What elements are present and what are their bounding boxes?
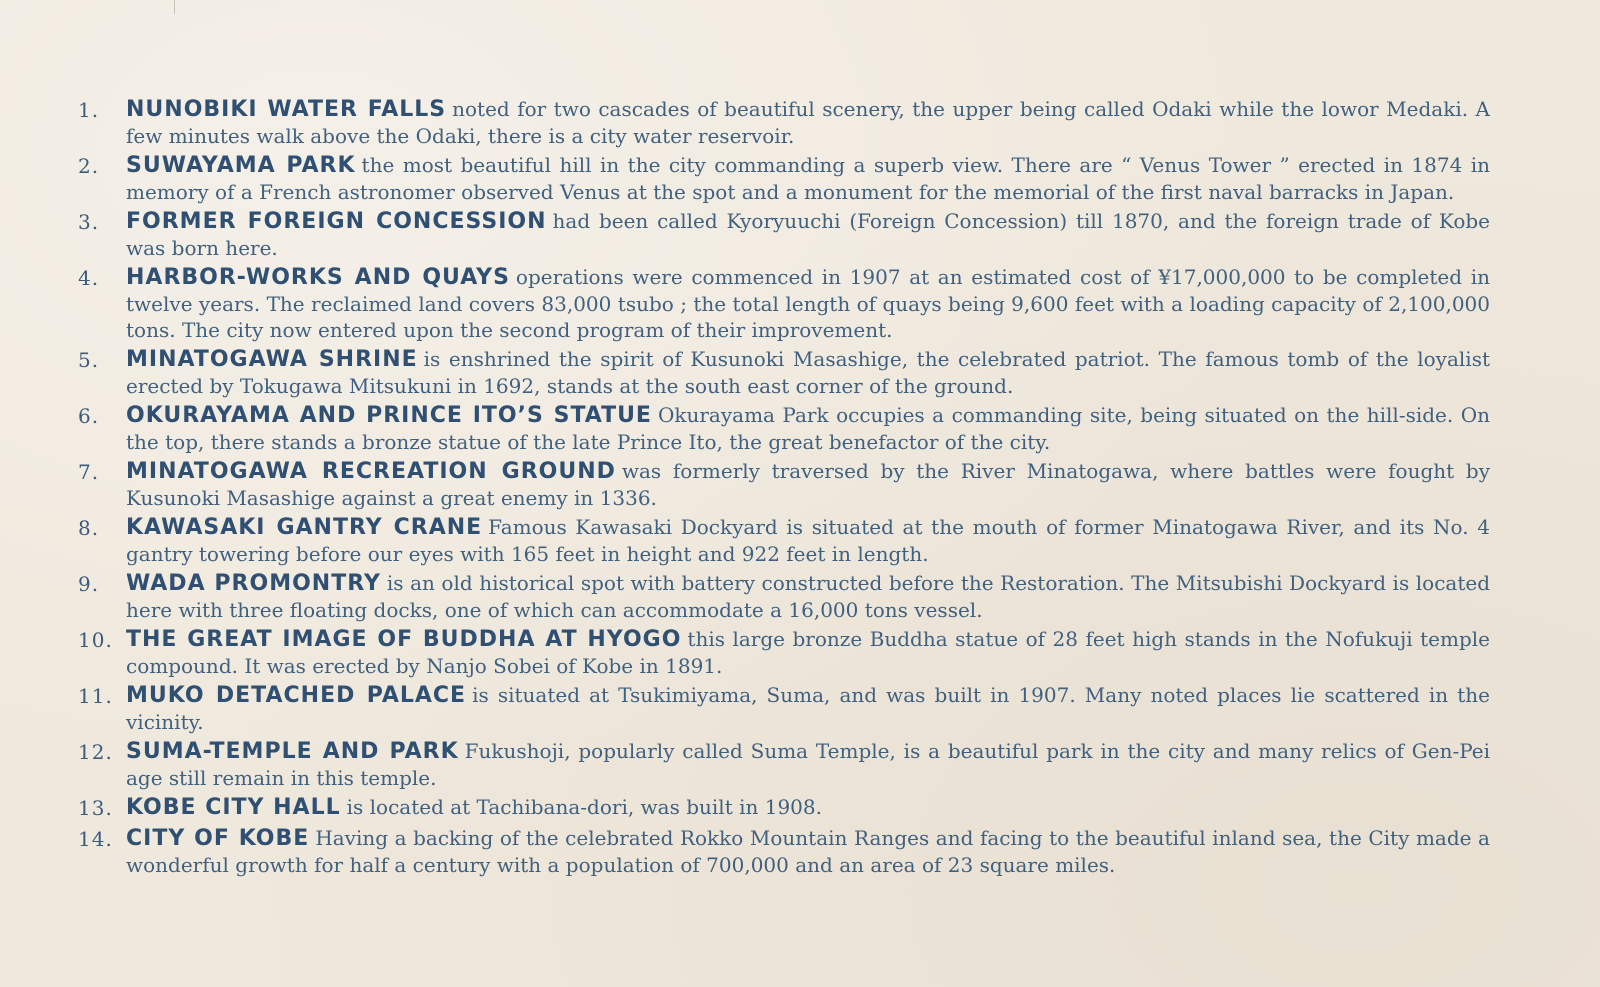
item-heading: HARBOR-WORKS AND QUAYS	[126, 265, 510, 290]
item-heading: CITY OF KOBE	[126, 826, 310, 851]
list-item	[78, 458, 1490, 511]
item-text: Okurayama Park occupies a commanding site, being situated on the hill-side. On the top, there stands a bronze statue of the late Prince Ito, the great benefactor of the city.	[126, 403, 1490, 454]
item-body	[126, 402, 1490, 455]
item-body	[126, 570, 1490, 623]
item-text: Famous Kawasaki Dockyard is situated at the mouth of former Minatogawa River, and its No. 4 gantry towering before our eyes with 165 feet in height and 922 feet in length.	[126, 515, 1490, 566]
list-item	[78, 794, 1490, 822]
item-number: 2.	[78, 154, 100, 178]
item-number: 10.	[78, 628, 113, 652]
list-item	[78, 682, 1490, 735]
item-number: 4.	[78, 266, 100, 290]
item-number: 7.	[78, 460, 100, 484]
item-body	[126, 96, 1490, 149]
item-heading: MUKO DETACHED PALACE	[126, 683, 467, 708]
item-text: noted for two cascades of beautiful scenery, the upper being called Odaki while the lowor Medaki. A few minutes walk above the Odaki, there is a city water reservoir.	[126, 97, 1490, 148]
item-heading: MINATOGAWA SHRINE	[126, 347, 418, 372]
item-text: was formerly traversed by the River Minatogawa, where battles were fought by Kusunoki Masashige against a great enemy in 1336.	[126, 459, 1490, 510]
item-text: Fukushoji, popularly called Suma Temple, is a beautiful park in the city and many relics of Gen-Pei age still remain in this temple.	[126, 739, 1490, 790]
corner-fold-mark	[150, 0, 175, 14]
list-item	[78, 152, 1490, 205]
item-number: 12.	[78, 740, 113, 764]
list-item	[78, 570, 1490, 623]
item-body	[126, 208, 1490, 261]
item-heading: KOBE CITY HALL	[126, 795, 341, 820]
item-body	[126, 626, 1490, 679]
item-heading: FORMER FOREIGN CONCESSION	[126, 209, 547, 234]
item-number: 3.	[78, 210, 100, 234]
list-item	[78, 208, 1490, 261]
item-text: this large bronze Buddha statue of 28 feet high stands in the Nofukuji temple compound. It was erected by Nanjo Sobei of Kobe in 1891.	[126, 627, 1490, 678]
item-body	[126, 738, 1490, 791]
item-body	[126, 682, 1490, 735]
item-heading: NUNOBIKI WATER FALLS	[126, 97, 447, 122]
list-item	[78, 514, 1490, 567]
item-heading: SUWAYAMA PARK	[126, 153, 356, 178]
list-item	[78, 264, 1490, 343]
item-text: Having a backing of the celebrated Rokko Mountain Ranges and facing to the beautiful inland sea, the City made a wonderful growth for half a century with a population of 700,000 and an area of 23 square miles.	[126, 826, 1490, 877]
item-heading: KAWASAKI GANTRY CRANE	[126, 515, 483, 540]
item-number: 8.	[78, 516, 100, 540]
item-text: operations were commenced in 1907 at an estimated cost of ¥17,000,000 to be completed in twelve years. The reclaimed land covers 83,000 tsubo ; the total length of quays being 9,600 feet with a loading capacity of 2,100,000 tons. The city now entered upon the second program of their improvement.	[126, 265, 1490, 342]
list-item	[78, 346, 1490, 399]
item-body	[126, 264, 1490, 343]
list-item	[78, 626, 1490, 679]
item-body	[126, 825, 1490, 878]
list-item	[78, 738, 1490, 791]
item-text: had been called Kyoryuuchi (Foreign Concession) till 1870, and the foreign trade of Kobe was born here.	[126, 209, 1491, 260]
item-body	[126, 514, 1490, 567]
item-number: 11.	[78, 684, 113, 708]
list-item	[78, 402, 1490, 455]
item-text: is situated at Tsukimiyama, Suma, and was built in 1907. Many noted places lie scattered in the vicinity.	[126, 683, 1490, 734]
item-number: 5.	[78, 348, 100, 372]
item-number: 14.	[78, 827, 113, 851]
item-number: 6.	[78, 404, 100, 428]
item-heading: WADA PROMONTRY	[126, 571, 381, 596]
item-heading: OKURAYAMA AND PRINCE ITO’S STATUE	[126, 403, 652, 428]
item-number: 1.	[78, 98, 100, 122]
item-number: 9.	[78, 572, 100, 596]
item-heading: MINATOGAWA RECREATION GROUND	[126, 459, 616, 484]
item-body	[126, 458, 1490, 511]
item-text: is enshrined the spirit of Kusunoki Masashige, the celebrated patriot. The famous tomb of the loyalist erected by Tokugawa Mitsukuni in 1692, stands at the south east corner of the ground.	[126, 347, 1490, 398]
list-item	[78, 96, 1490, 149]
item-body	[126, 152, 1490, 205]
item-text: is located at Tachibana-dori, was built in 1908.	[346, 795, 822, 819]
item-text: the most beautiful hill in the city commanding a superb view. There are “ Venus Tower ” erected in 1874 in memory of a French astronomer observed Venus at the spot and a monument for the memorial of the first naval barracks in Japan.	[126, 153, 1490, 204]
item-heading: SUMA-TEMPLE AND PARK	[126, 739, 459, 764]
list-item	[78, 825, 1490, 878]
item-body	[126, 346, 1490, 399]
item-heading: THE GREAT IMAGE OF BUDDHA AT HYOGO	[126, 627, 682, 652]
item-text: is an old historical spot with battery constructed before the Restoration. The Mitsubishi Dockyard is located here with three floating docks, one of which can accommodate a 16,000 tons vessel.	[126, 571, 1490, 622]
item-body	[126, 794, 1490, 821]
item-number: 13.	[78, 796, 113, 820]
